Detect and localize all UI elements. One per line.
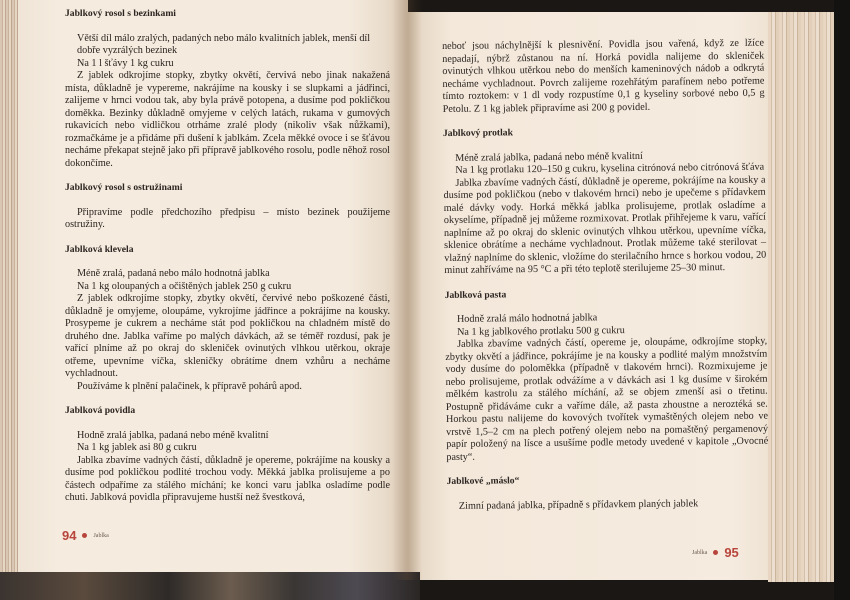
ingredient-line: Zimní padaná jablka, případně s přídavkem planých jablek bbox=[458, 497, 699, 512]
ingredient-line: Hodně zralá málo hodnotná jablka bbox=[456, 312, 598, 325]
ingredient-line: Méně zralá jablka, padaná nebo méně kvalitní bbox=[455, 150, 643, 164]
recipe-title: Jablková povidla bbox=[65, 405, 136, 416]
right-page-stack-edge bbox=[768, 12, 834, 582]
running-head: Jablka bbox=[692, 549, 708, 556]
running-head: Jablka bbox=[93, 532, 109, 539]
recipe-section bbox=[65, 405, 390, 505]
recipe-body: Jablka zbavíme vadných částí, důkladně je opereme, pokrájíme na kousky a dusíme pod pokličkou podlité trochou vody. Měkká jablka prolisujeme a po částech odpaříme za stálého míchání; ke konci varu jablka osladíme podle chuti. Jablková povidla připravujeme hustší než švestková, bbox=[65, 454, 390, 503]
table-surface-bottom bbox=[0, 572, 420, 600]
recipe-section bbox=[65, 182, 390, 232]
recipe-title: Jablkový rosol s bezinkami bbox=[65, 8, 176, 19]
recipe-section bbox=[443, 125, 767, 278]
ingredient-line: Hodně zralá jablka, padaná nebo méně kvalitní bbox=[77, 429, 269, 441]
recipe-section bbox=[65, 8, 390, 170]
ingredient-line: Na 1 kg protlaku 120–150 g cukru, kyselina citrónová nebo citrónová šťáva bbox=[455, 161, 765, 176]
right-page-content bbox=[442, 38, 769, 525]
continuation-paragraph bbox=[442, 38, 765, 116]
ingredient-line: Na 1 kg jablek asi 80 g cukru bbox=[77, 442, 197, 453]
recipe-section bbox=[445, 286, 769, 464]
gutter-shadow bbox=[392, 0, 422, 580]
recipe-body: Připravíme podle předchozího předpisu – místo bezinek použijeme ostružiny. bbox=[65, 206, 390, 230]
left-page-footer bbox=[62, 528, 109, 543]
recipe-title: Jablková klevela bbox=[65, 243, 134, 255]
ingredient-line: Méně zralá, padaná nebo málo hodnotná jablka bbox=[77, 268, 270, 279]
recipe-body: Jablka zbavíme vadných částí, důkladně je opereme, pokrájíme na kousky a dusíme pod pokličkou (nebo v tlakovém hrnci) nebo je upečeme s přídavkem malé dávky vody. Horká měkká jablka prolisujeme, protlak osladíme a okyselíme, případně jej můžeme rozmixovat. Protlak přihřejeme k varu, vařící naplníme až po okraj do sklenic ovinutých vlhkou utěrkou, upevníme víčka, sklenice obrátíme a necháme vychladnout. Protlak můžeme také sterilovat – vlažný naplníme do sklenic, vložíme do sterilačního hrnce s horkou vodou, 20 minut zahříváme na 95 °C a při této teplotě sterilujeme 25–30 minut. bbox=[443, 174, 767, 276]
recipe-body: Z jablek odkrojíme stopky, zbytky okvětí, červivé nebo poškozené části, důkladně je omyjeme, oloupáme, vykrojíme jádřince a pokrájíme na kousky. Prosypeme je cukrem a necháme stát pod pokličkou na chladném místě do druhého dne. Jablka vaříme po malých dávkách, až se téměř rozdusí, pak je vařící plníme až po okraj do skleniček ovinutých vlhkou utěrkou, okraje otřeme, upevníme víčka, skleničky obrátíme dnem vzhůru a necháme vychladnout. bbox=[65, 293, 390, 379]
recipe-section bbox=[65, 244, 390, 394]
page-number: 94 bbox=[62, 528, 77, 543]
bullet-icon bbox=[713, 550, 718, 555]
ingredient-line: Na 1 kg jablkového protlaku 500 g cukru bbox=[456, 324, 625, 338]
recipe-section bbox=[447, 473, 769, 513]
left-page-content bbox=[65, 8, 390, 517]
recipe-title: Jablkový rosol s ostružinami bbox=[65, 182, 183, 193]
recipe-note: Používáme k plnění palačinek, k přípravě pohárů apod. bbox=[77, 380, 302, 392]
recipe-title: Jablkový protlak bbox=[442, 127, 513, 139]
recipe-title: Jablková pasta bbox=[444, 288, 507, 301]
ingredient-line: Na 1 l šťávy 1 kg cukru bbox=[77, 57, 174, 69]
page-number: 95 bbox=[724, 545, 739, 560]
recipe-body: Jablka zbavíme vadných částí, opereme je, oloupáme, odkrojíme stopky, zbytky okvětí a jádřince, pokrájíme je na kousky a podlité malým množstvím vody dusíme do poloměkka (případně v tlakovém hrnci). Rozmixujeme je nebo prolisujeme, protlak odvážíme a v dávkách asi 1 kg dusíme v širokém mělkém kastrolu za stálého míchání, až se objem zmenší asi o třetinu. Postupně přidáváme cukr a vaříme dále, až pasta zhoustne a neroztéká se. Horkou pastu nalijeme do kovových tvořítek vymaštěných olejem nebo ve vrstvě 1,5–2 cm na plech potřený olejem nebo na pomaštěný pergamenový papír položený na lísce a usušíme podle metody uvedené v kapitole „Ovocné pasty“. bbox=[445, 335, 769, 463]
recipe-body: Z jablek odkrojíme stopky, zbytky okvětí, červivá nebo jinak nakažená místa, důkladně je vypereme, nakrájíme na kousky i se slupkami a jádřinci, zalijeme v hrnci vodou tak, aby byla právě potopena, a dusíme pod pokličkou doměkka. Bezinky důkladně omyjeme v celých latách, rukama v gumových rukavicích nebo vidličkou otrháme zralé plody (nikoliv však nůžkami), rozmačkáme je a přidáme při dušení k jablkám. Zcela měkké ovoce i se šťávou necháme překapat stejně jako při přípravě jablkového rosolu, podle něhož rosol dokončíme. bbox=[65, 70, 390, 169]
background-right bbox=[834, 0, 850, 600]
ingredient-line: Větší díl málo zralých, padaných nebo málo kvalitních jablek, menší díl dobře vyzrálých bezinek bbox=[77, 32, 371, 56]
ingredient-line: Na 1 kg oloupaných a očištěných jablek 250 g cukru bbox=[77, 280, 292, 292]
recipe-body-continued: neboť jsou náchylnější k plesnivění. Povidla jsou vařená, když ze lžíce nepadají, nýbrž zůstanou na ní. Horká povidla nalijeme do skleniček ovinutých vlhkou utěrkou nebo do menších kameninových nádob a odkrytá necháme vychladnout. Povrch zalijeme rozehřátým parafínem nebo potřeme tímto roztokem: v 1 dl vody rozpustíme 0,1 g kyseliny sorbové nebo 0,5 g Petolu. Z 1 kg jablek připravíme asi 200 g povidel. bbox=[442, 37, 765, 115]
recipe-title: Jablkové „máslo“ bbox=[446, 475, 520, 487]
bullet-icon bbox=[82, 533, 87, 538]
right-page-footer bbox=[692, 545, 739, 560]
